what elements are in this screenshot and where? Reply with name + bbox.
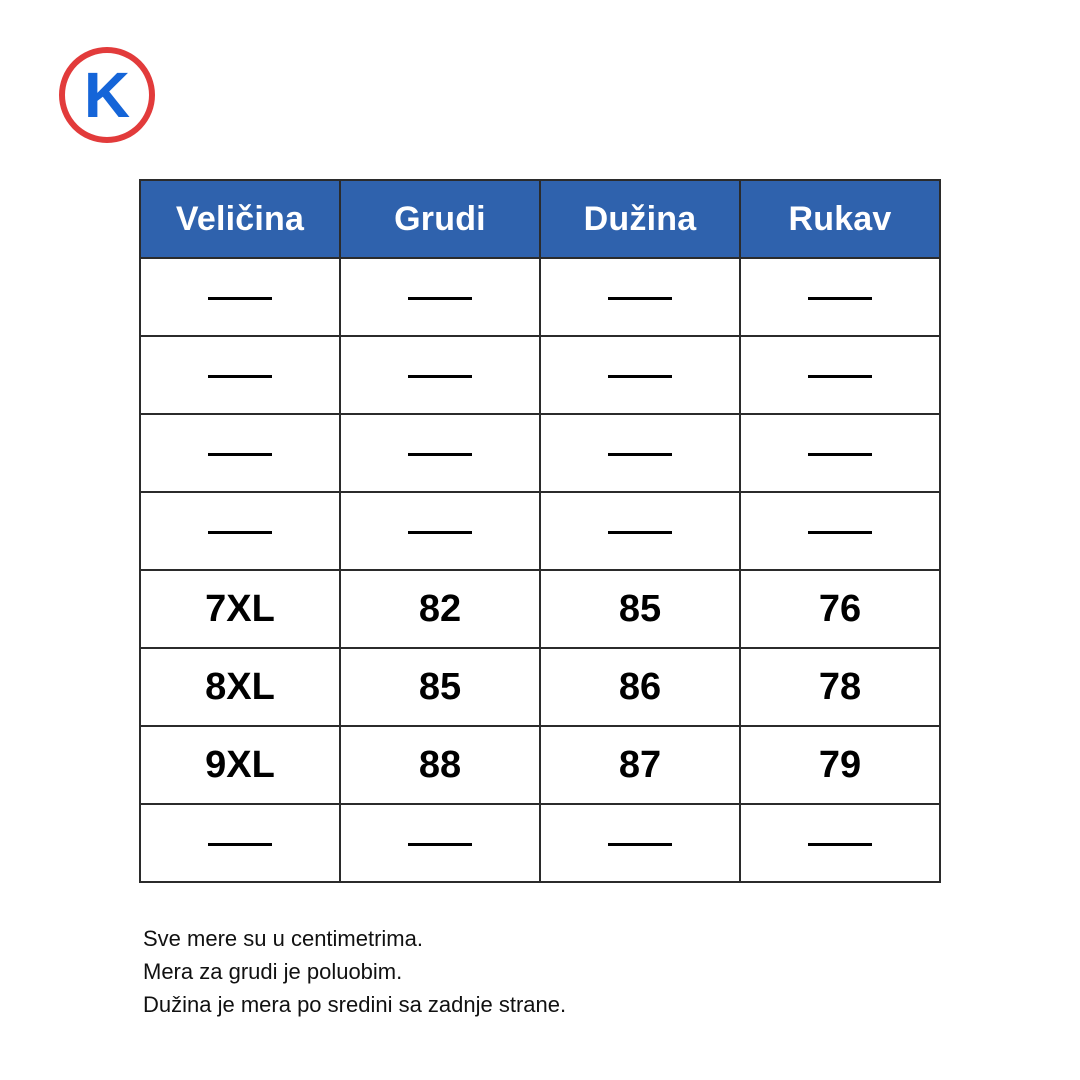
header-velicina: Veličina xyxy=(140,180,340,258)
table-row xyxy=(140,336,940,414)
empty-dash xyxy=(408,375,472,378)
cell-duzina xyxy=(540,804,740,882)
empty-dash xyxy=(208,375,272,378)
empty-dash xyxy=(608,375,672,378)
cell-rukav xyxy=(740,804,940,882)
cell-grudi: 85 xyxy=(340,648,540,726)
measurement-notes xyxy=(143,922,566,1021)
table-row xyxy=(140,648,940,726)
cell-rukav xyxy=(740,492,940,570)
table-row xyxy=(140,414,940,492)
cell-velicina xyxy=(140,258,340,336)
cell-grudi xyxy=(340,336,540,414)
table-row xyxy=(140,804,940,882)
empty-dash xyxy=(608,843,672,846)
cell-rukav xyxy=(740,336,940,414)
header-grudi: Grudi xyxy=(340,180,540,258)
empty-dash xyxy=(408,297,472,300)
cell-velicina: 7XL xyxy=(140,570,340,648)
k-logo-icon xyxy=(58,46,156,144)
cell-duzina: 85 xyxy=(540,570,740,648)
empty-dash xyxy=(208,843,272,846)
cell-velicina xyxy=(140,492,340,570)
cell-grudi xyxy=(340,804,540,882)
cell-velicina xyxy=(140,336,340,414)
cell-duzina xyxy=(540,492,740,570)
note-chest: Mera za grudi je poluobim. xyxy=(143,959,403,984)
empty-dash xyxy=(608,531,672,534)
cell-rukav: 76 xyxy=(740,570,940,648)
empty-dash xyxy=(408,843,472,846)
cell-velicina: 9XL xyxy=(140,726,340,804)
cell-duzina xyxy=(540,336,740,414)
empty-dash xyxy=(408,531,472,534)
header-rukav: Rukav xyxy=(740,180,940,258)
empty-dash xyxy=(808,531,872,534)
cell-grudi xyxy=(340,414,540,492)
cell-grudi xyxy=(340,492,540,570)
table-row xyxy=(140,492,940,570)
cell-duzina: 87 xyxy=(540,726,740,804)
cell-grudi xyxy=(340,258,540,336)
empty-dash xyxy=(208,297,272,300)
empty-dash xyxy=(808,453,872,456)
empty-dash xyxy=(608,297,672,300)
header-duzina: Dužina xyxy=(540,180,740,258)
cell-velicina xyxy=(140,414,340,492)
cell-rukav xyxy=(740,414,940,492)
table-row xyxy=(140,258,940,336)
cell-duzina xyxy=(540,414,740,492)
note-length: Dužina je mera po sredini sa zadnje strane. xyxy=(143,992,567,1017)
cell-velicina: 8XL xyxy=(140,648,340,726)
cell-duzina xyxy=(540,258,740,336)
brand-logo xyxy=(58,46,156,144)
table-row xyxy=(140,570,940,648)
cell-velicina xyxy=(140,804,340,882)
cell-rukav: 78 xyxy=(740,648,940,726)
empty-dash xyxy=(808,843,872,846)
cell-rukav: 79 xyxy=(740,726,940,804)
table-header-row xyxy=(140,180,940,258)
empty-dash xyxy=(808,375,872,378)
empty-dash xyxy=(808,297,872,300)
empty-dash xyxy=(208,531,272,534)
empty-dash xyxy=(208,453,272,456)
cell-grudi: 88 xyxy=(340,726,540,804)
table-body xyxy=(140,258,940,882)
empty-dash xyxy=(608,453,672,456)
cell-grudi: 82 xyxy=(340,570,540,648)
table-row xyxy=(140,726,940,804)
logo-letter: K xyxy=(83,59,131,131)
size-chart-table xyxy=(139,179,941,883)
note-units: Sve mere su u centimetrima. xyxy=(143,926,423,951)
empty-dash xyxy=(408,453,472,456)
cell-rukav xyxy=(740,258,940,336)
cell-duzina: 86 xyxy=(540,648,740,726)
